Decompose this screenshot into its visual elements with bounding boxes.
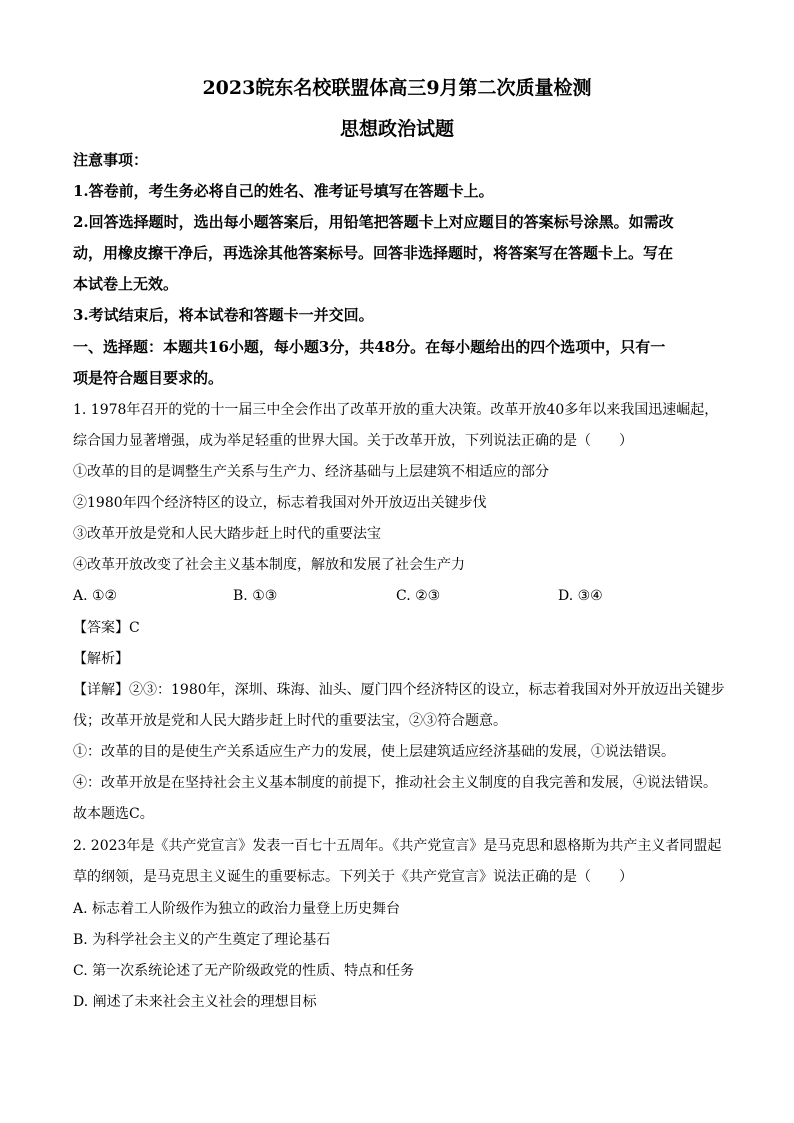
q1-answer: 【答案】C	[73, 620, 140, 636]
q1-detail-line-5: 故本题选C。	[73, 806, 154, 822]
notes-heading: 注意事项：	[73, 151, 149, 169]
q1-detail-line-3: ①：改革的目的是使生产关系适应生产力的发展，使上层建筑适应经济基础的发展，①说法错误。	[73, 744, 675, 760]
q2-option-c: C. 第一次系统论述了无产阶级政党的性质、特点和任务	[73, 963, 415, 979]
q1-option-d: D. ③④	[558, 588, 603, 604]
note-2-line-1: 2.回答选择题时，选出每小题答案后，用铅笔把答题卡上对应题目的答案标号涂黑。如需改	[73, 213, 674, 231]
q1-statement-1: ①改革的目的是调整生产关系与生产力、经济基础与上层建筑不相适应的部分	[73, 464, 549, 480]
note-2-line-3: 本试卷上无效。	[73, 275, 179, 293]
q1-option-c: C. ②③	[396, 588, 441, 604]
q1-stem-line-2: 综合国力显著增强，成为举足轻重的世界大国。关于改革开放，下列说法正确的是（ ）	[73, 433, 633, 449]
q1-analysis-label: 【解析】	[73, 651, 129, 667]
q1-detail-line-1: 【详解】②③：1980年，深圳、珠海、汕头、厦门四个经济特区的设立，标志着我国对外开放迈出关键步	[73, 682, 725, 698]
q1-detail-line-2: 伐；改革开放是党和人民大踏步赶上时代的重要法宝，②③符合题意。	[73, 713, 507, 729]
note-2-line-2: 动，用橡皮擦干净后，再选涂其他答案标号。回答非选择题时，将答案写在答题卡上。写在	[73, 244, 674, 262]
q2-option-b: B. 为科学社会主义的产生奠定了理论基石	[73, 932, 331, 948]
q2-option-d: D. 阐述了未来社会主义社会的理想目标	[73, 994, 317, 1010]
q1-statement-3: ③改革开放是党和人民大踏步赶上时代的重要法宝	[73, 526, 381, 542]
q1-option-b: B. ①③	[233, 588, 278, 604]
note-3: 3.考试结束后，将本试卷和答题卡一并交回。	[73, 306, 374, 324]
q1-statement-4: ④改革开放改变了社会主义基本制度，解放和发展了社会生产力	[73, 557, 465, 573]
note-1: 1.答卷前，考生务必将自己的姓名、准考证号填写在答题卡上。	[73, 182, 494, 200]
q1-stem-line-1: 1. 1978年召开的党的十一届三中全会作出了改革开放的重大决策。改革开放40多年以来我国迅速崛起，	[73, 402, 719, 418]
q1-detail-line-4: ④：改革开放是在坚持社会主义基本制度的前提下，推动社会主义制度的自我完善和发展，④说法错误。	[73, 775, 717, 791]
section-heading-line-1: 一、选择题：本题共16小题，每小题3分，共48分。在每小题给出的四个选项中，只有一	[73, 338, 666, 356]
q1-statement-2: ②1980年四个经济特区的设立，标志着我国对外开放迈出关键步伐	[73, 495, 487, 511]
q1-option-a: A. ①②	[73, 588, 118, 604]
q2-stem-line-1: 2. 2023年是《共产党宣言》发表一百七十五周年。《共产党宣言》是马克思和恩格斯为共产主义者同盟起	[73, 838, 722, 854]
section-heading-line-2: 项是符合题目要求的。	[73, 369, 224, 387]
q2-stem-line-2: 草的纲领，是马克思主义诞生的重要标志。下列关于《共产党宣言》说法正确的是（ ）	[73, 869, 633, 885]
exam-title: 2023皖东名校联盟体高三9月第二次质量检测	[202, 77, 592, 99]
q2-option-a: A. 标志着工人阶级作为独立的政治力量登上历史舞台	[73, 901, 401, 917]
exam-subtitle: 思想政治试题	[339, 118, 454, 140]
